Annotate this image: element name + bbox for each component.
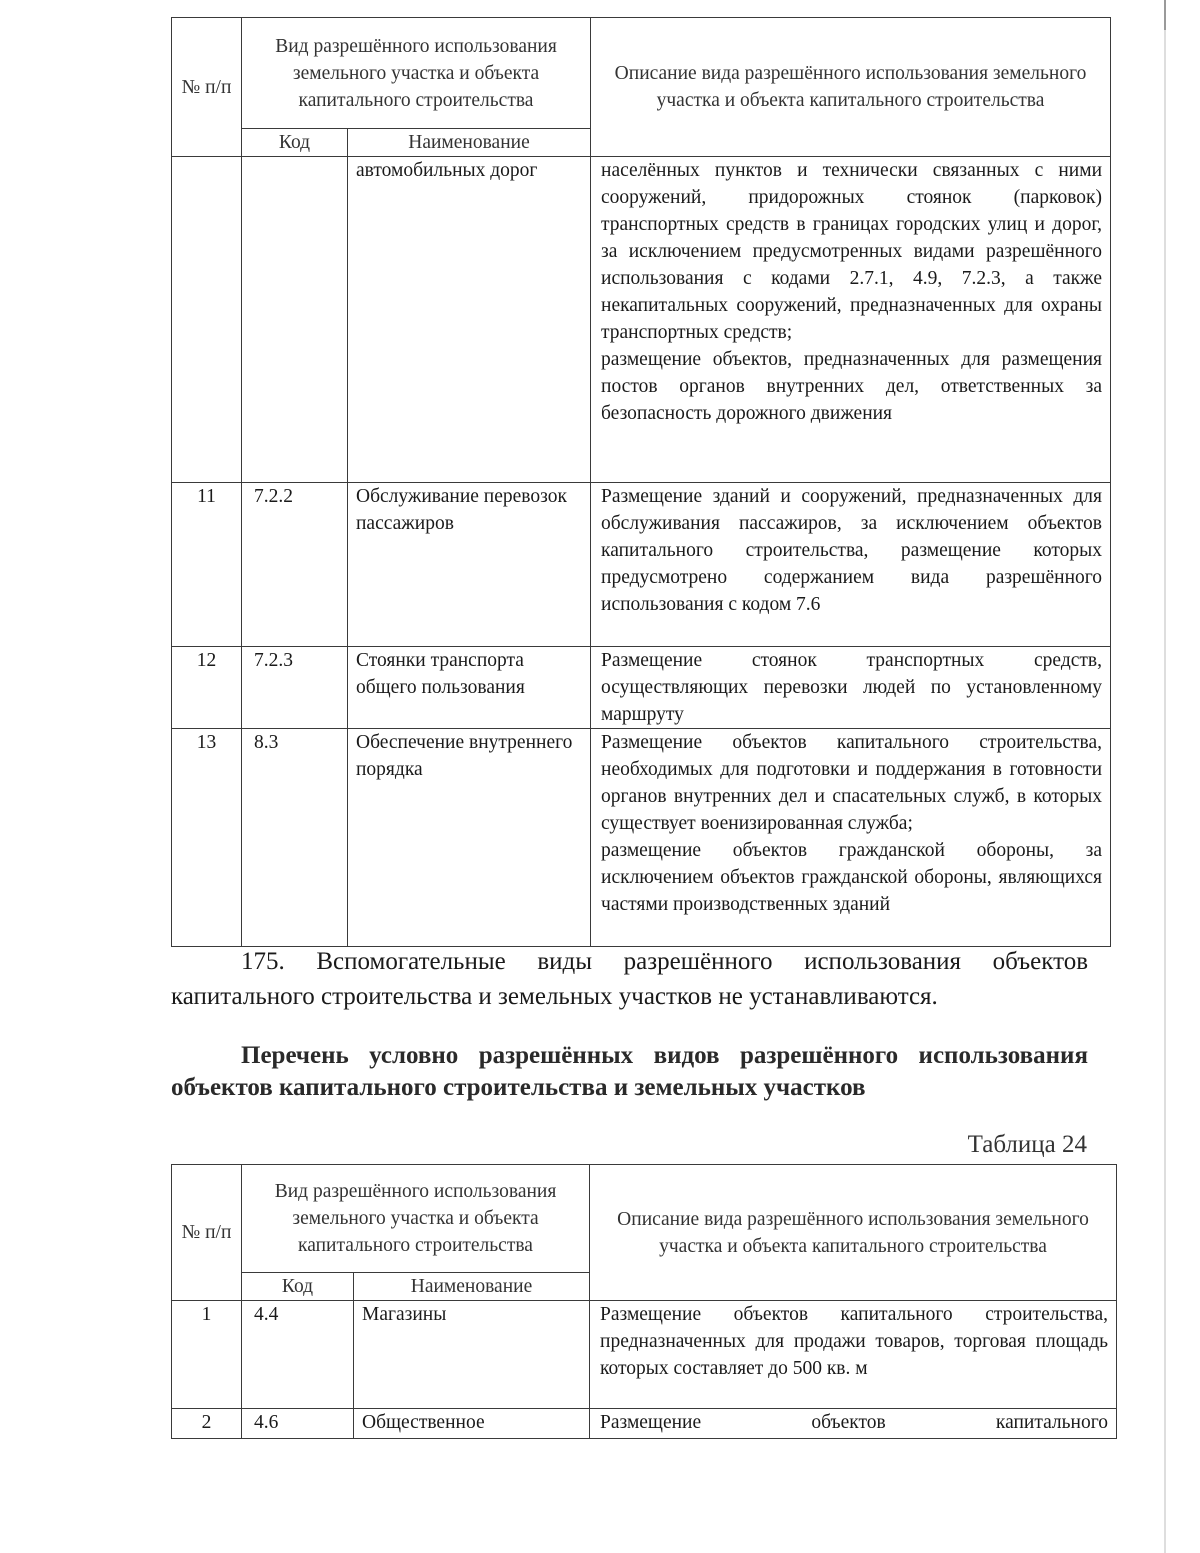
description-part: размещение объектов гражданской обороны, за исключением объектов гражданской обороны, являющихся частями производственных зданий bbox=[601, 840, 1103, 915]
row-name: Обслуживание перевозок пассажиров bbox=[348, 483, 591, 647]
table-row bbox=[172, 157, 1111, 483]
header-type-group: Вид разрешённого использования земельного участка и объекта капитального строительства bbox=[242, 1165, 590, 1273]
header-description: Описание вида разрешённого использования земельного участка и объекта капитального строительства bbox=[590, 1165, 1117, 1301]
conditional-use-table bbox=[171, 1164, 1117, 1439]
row-name: Общественное bbox=[354, 1409, 590, 1439]
section-heading: Перечень условно разрешённых видов разрешённого использования объектов капитального строительства и земельных участков bbox=[171, 1042, 1088, 1101]
row-name: Магазины bbox=[354, 1301, 590, 1409]
header-type-group: Вид разрешённого использования земельного участка и объекта капитального строительства bbox=[242, 18, 591, 129]
row-num: 1 bbox=[172, 1301, 242, 1409]
page-edge-mark bbox=[1164, 0, 1166, 30]
header-num: № п/п bbox=[172, 1165, 242, 1301]
row-num: 12 bbox=[172, 647, 242, 729]
row-description: Размещение стоянок транспортных средств, осуществляющих перевозки людей по установленному маршруту bbox=[591, 647, 1111, 729]
row-code: 4.4 bbox=[242, 1301, 354, 1409]
table-row bbox=[172, 483, 1111, 647]
header-description: Описание вида разрешённого использования земельного участка и объекта капитального строительства bbox=[591, 18, 1111, 157]
row-name: автомобильных дорог bbox=[348, 157, 591, 483]
row-description bbox=[591, 729, 1111, 947]
header-num: № п/п bbox=[172, 18, 242, 157]
header-name: Наименование bbox=[354, 1273, 590, 1301]
row-code bbox=[242, 157, 348, 483]
row-num: 13 bbox=[172, 729, 242, 947]
row-name: Обеспечение внутреннего порядка bbox=[348, 729, 591, 947]
land-use-table-main bbox=[171, 17, 1111, 947]
description-part: населённых пунктов и технически связанных с ними сооружений, придорожных стоянок (парковок) транспортных средств в границах городских улиц и дорог, за исключением предусмотренных видами разрешённого использования с кодами 2.7.1, 4.9, 7.2.3, а также некапитальных сооружений, предназначенных для охраны транспортных средств; bbox=[601, 160, 1103, 343]
header-name: Наименование bbox=[348, 129, 591, 157]
description-part: размещение объектов, предназначенных для размещения постов органов внутренних дел, ответственных за безопасность дорожного движения bbox=[601, 349, 1103, 424]
table-caption: Таблица 24 bbox=[967, 1131, 1087, 1158]
table-row bbox=[172, 647, 1111, 729]
description-part: Размещение объектов капитального строительства, необходимых для подготовки и поддержания в готовности органов внутренних дел и спасательных служб, в которых существует военизированная служба; bbox=[601, 732, 1103, 834]
paragraph-175: 175. Вспомогательные виды разрешённого использования объектов капитального строительства и земельных участков не устанавливаются. bbox=[171, 948, 1088, 1010]
table-row bbox=[172, 1409, 1117, 1439]
page-edge-line bbox=[1164, 0, 1166, 1553]
row-num: 11 bbox=[172, 483, 242, 647]
header-code: Код bbox=[242, 1273, 354, 1301]
row-description: Размещение объектов капитального строительства, предназначенных для продажи товаров, торговая площадь которых составляет до 500 кв. м bbox=[590, 1301, 1117, 1409]
row-description: Размещение объектов капитального bbox=[590, 1409, 1117, 1439]
header-code: Код bbox=[242, 129, 348, 157]
row-code: 4.6 bbox=[242, 1409, 354, 1439]
table-row bbox=[172, 1301, 1117, 1409]
row-code: 7.2.2 bbox=[242, 483, 348, 647]
row-code: 8.3 bbox=[242, 729, 348, 947]
row-description bbox=[591, 157, 1111, 483]
table-row bbox=[172, 729, 1111, 947]
row-num: 2 bbox=[172, 1409, 242, 1439]
row-name: Стоянки транспорта общего пользования bbox=[348, 647, 591, 729]
row-code: 7.2.3 bbox=[242, 647, 348, 729]
row-num bbox=[172, 157, 242, 483]
row-description: Размещение зданий и сооружений, предназначенных для обслуживания пассажиров, за исключением объектов капитального строительства, размещение которых предусмотрено содержанием вида разрешённого использования с кодом 7.6 bbox=[591, 483, 1111, 647]
